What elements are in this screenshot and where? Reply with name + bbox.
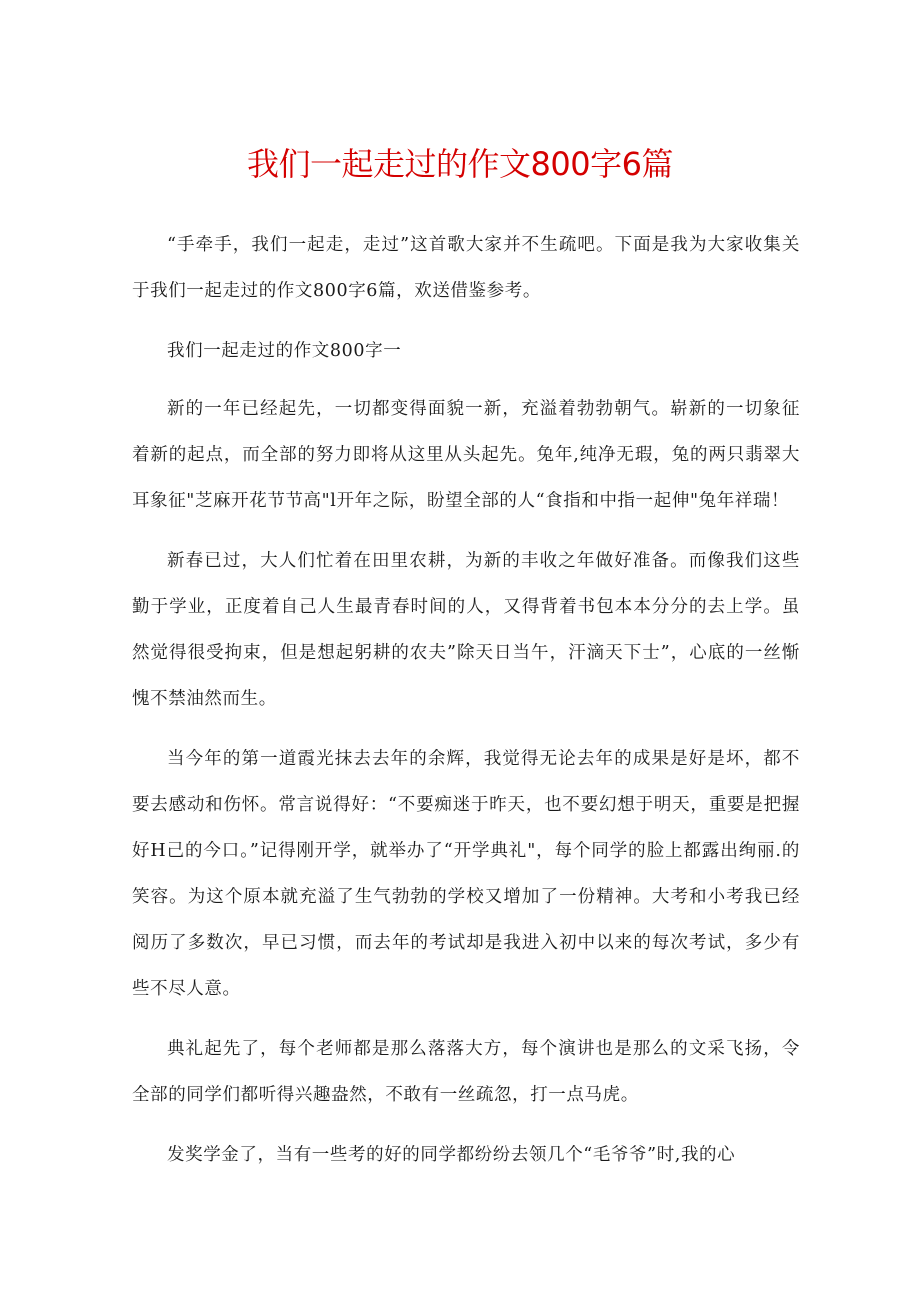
body-paragraph: 新春已过，大人们忙着在田里农耕，为新的丰收之年做好准备。而像我们这些勤于学业，正度着自己人生最青春时间的人，又得背着书包本本分分的去上学。虽然觉得很受拘束，但是想起躬耕的农夫”除天日当午，汗滴天下士”，心底的一丝惭愧不禁油然而生。 [132, 551, 800, 709]
body-paragraph: 新的一年已经起先，一切都变得面貌一新，充溢着勃勃朝气。崭新的一切象征着新的起点，而全部的努力即将从这里从头起先。兔年,纯净无瑕，兔的两只翡翠大耳象征"芝麻开花节节高"l开年之际，盼望全部的人“食指和中指一起伸"兔年祥瑞！ [132, 399, 800, 511]
intro-paragraph: “手牵手，我们一起走，走过”这首歌大家并不生疏吧。下面是我为大家收集关于我们一起走过的作文800字6篇，欢送借鉴参考。 [132, 235, 800, 301]
body-paragraph: 发奖学金了，当有一些考的好的同学都纷纷去领几个“毛爷爷”时,我的心 [167, 1145, 736, 1165]
document-title: 我们一起走过的作文800字6篇 [247, 145, 673, 183]
body-paragraph: 当今年的第一道霞光抹去去年的余辉，我觉得无论去年的成果是好是坏，都不要去感动和伤怀。常言说得好：“不要痴迷于昨天，也不要幻想于明天，重要是把握好H己的今口。”记得刚开学，就举办了“开学典礼"，每个同学的脸上都露出绚丽.的笑容。为这个原本就充溢了生气勃勃的学校又增加了一份精神。大考和小考我已经阅历了多数次，早已习惯，而去年的考试却是我进入初中以来的每次考试，多少有些不尽人意。 [132, 749, 800, 999]
document-body [132, 222, 800, 1192]
section-heading: 我们一起走过的作文800字一 [167, 341, 402, 361]
body-paragraph: 典礼起先了，每个老师都是那么落落大方，每个演讲也是那么的文采飞扬，令全部的同学们都听得兴趣盎然，不敢有一丝疏忽，打一点马虎。 [132, 1039, 800, 1105]
